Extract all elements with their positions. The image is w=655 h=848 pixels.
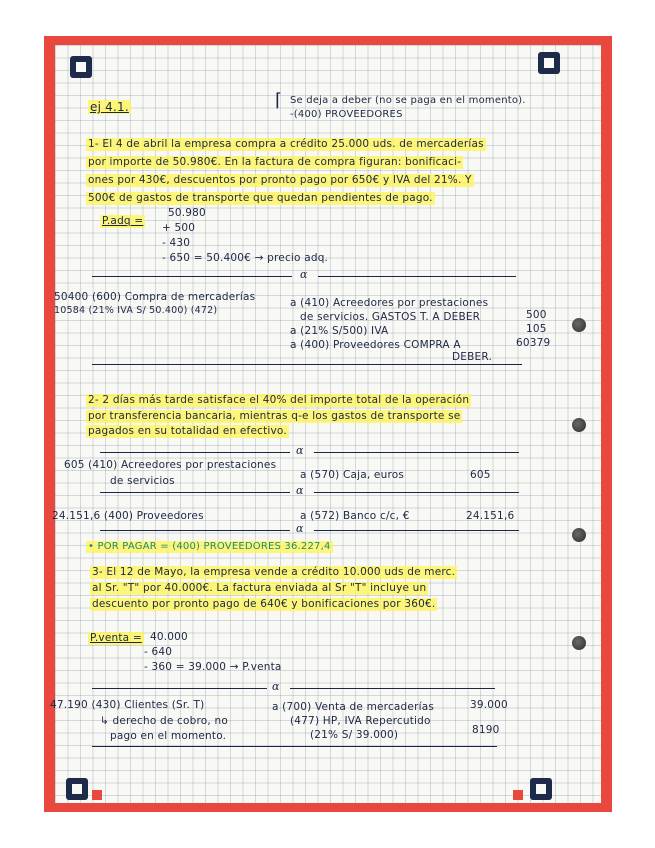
binder-hole (572, 636, 586, 650)
ex2-por-pagar: • POR PAGAR = (400) PROVEEDORES 36.227,4 (88, 541, 331, 552)
journal-rule (92, 746, 497, 747)
ex1-credit-3: a (21% S/500) IVA (290, 325, 389, 337)
ex3-debit-2: ↳ derecho de cobro, no (100, 715, 228, 727)
ex1-credit-1: a (410) Acreedores por prestaciones (290, 297, 489, 309)
corner-logo-icon (70, 56, 92, 78)
journal-rule (314, 530, 519, 531)
corner-logo-icon (530, 778, 552, 800)
corner-red-mark (92, 790, 102, 800)
journal-rule (92, 688, 267, 689)
journal-rule (290, 688, 495, 689)
ex1-calc-2: + 500 (162, 222, 196, 234)
ex2-e1-credit: a (570) Caja, euros (300, 469, 405, 481)
binder-hole (572, 528, 586, 542)
journal-alpha: α (300, 268, 308, 281)
journal-alpha: α (296, 444, 304, 457)
ex1-amount-2: 500 (526, 309, 547, 321)
ex2-e2-amount: 24.151,6 (466, 510, 515, 522)
journal-alpha: α (296, 522, 304, 535)
ex1-line-4: 500€ de gastos de transporte que quedan pendientes de pago. (88, 192, 433, 204)
journal-rule (92, 276, 292, 277)
ex1-calc-label: P.adq = (102, 215, 144, 227)
ex1-calc-4: - 650 = 50.400€ → precio adq. (162, 252, 329, 264)
journal-rule (100, 452, 290, 453)
journal-rule (314, 492, 519, 493)
corner-logo-icon (538, 52, 560, 74)
ex3-calc-3: - 360 = 39.000 → P.venta (144, 661, 282, 673)
note-line-1: Se deja a deber (no se paga en el momento). (290, 95, 526, 106)
ex2-e1-debit-1: 605 (410) Acreedores por prestaciones (64, 459, 277, 471)
ex1-calc-1: 50.980 (168, 207, 206, 219)
ex3-line-1: 3- El 12 de Mayo, la empresa vende a crédito 10.000 uds de merc. (92, 566, 456, 578)
ex3-credit-3: (21% S/ 39.000) (310, 729, 399, 741)
note-line-2: -(400) PROVEEDORES (290, 109, 403, 120)
journal-alpha: α (296, 484, 304, 497)
ex1-credit-5: DEBER. (452, 351, 493, 363)
ex1-credit-2: de servicios. GASTOS T. A DEBER (300, 311, 481, 323)
corner-logo-icon (66, 778, 88, 800)
ex1-line-2: por importe de 50.980€. En la factura de compra figuran: bonificaci- (88, 156, 462, 168)
ex3-credit-1: a (700) Venta de mercaderías (272, 701, 435, 713)
journal-rule (92, 364, 522, 365)
corner-red-mark (513, 790, 523, 800)
binder-hole (572, 418, 586, 432)
ex2-line-2: por transferencia bancaria, mientras q-e los gastos de transporte se (88, 410, 461, 422)
journal-rule (100, 530, 290, 531)
ex3-debit-3: pago en el momento. (110, 730, 227, 742)
ex3-line-2: al Sr. "T" por 40.000€. La factura enviada al Sr "T" incluye un (92, 582, 427, 594)
journal-rule (100, 492, 290, 493)
ex3-calc-1: 40.000 (150, 631, 188, 643)
ex3-amount-3: 8190 (472, 724, 500, 736)
ex1-amount-4: 60379 (516, 337, 551, 349)
ex3-calc-label: P.venta = (90, 632, 142, 644)
ex2-e2-credit: a (572) Banco c/c, € (300, 510, 410, 522)
ex2-line-1: 2- 2 días más tarde satisface el 40% del importe total de la operación (88, 394, 470, 406)
ex3-line-3: descuento por pronto pago de 640€ y bonificaciones por 360€. (92, 598, 436, 610)
ex2-e2-debit: 24.151,6 (400) Proveedores (52, 510, 204, 522)
ex3-calc-2: - 640 (144, 646, 173, 658)
ex1-amount-3: 105 (526, 323, 547, 335)
journal-rule (314, 452, 519, 453)
ex1-line-1: 1- El 4 de abril la empresa compra a crédito 25.000 uds. de mercaderías (88, 138, 484, 150)
exercise-title: ej 4.1. (90, 100, 129, 114)
ex3-debit-1: 47.190 (430) Clientes (Sr. T) (50, 699, 205, 711)
binder-hole (572, 318, 586, 332)
ex3-amount-1: 39.000 (470, 699, 508, 711)
ex1-credit-4: a (400) Proveedores COMPRA A (290, 339, 461, 351)
ex1-debit-1: 50400 (600) Compra de mercaderías (54, 291, 256, 303)
ex2-e1-amount: 605 (470, 469, 491, 481)
ex1-calc-3: - 430 (162, 237, 191, 249)
ex1-debit-2: 10584 (21% IVA S/ 50.400) (472) (54, 305, 218, 316)
ex3-credit-2: (477) HP, IVA Repercutido (290, 715, 431, 727)
ex2-e1-debit-2: de servicios (110, 475, 175, 487)
ex1-line-3: ones por 430€, descuentos por pronto pago por 650€ y IVA del 21%. Y (88, 174, 472, 186)
ex2-line-3: pagados en su totalidad en efectivo. (88, 425, 287, 437)
journal-rule (318, 276, 516, 277)
journal-alpha: α (272, 680, 280, 693)
bracket-mark: ⌈ (275, 90, 283, 111)
